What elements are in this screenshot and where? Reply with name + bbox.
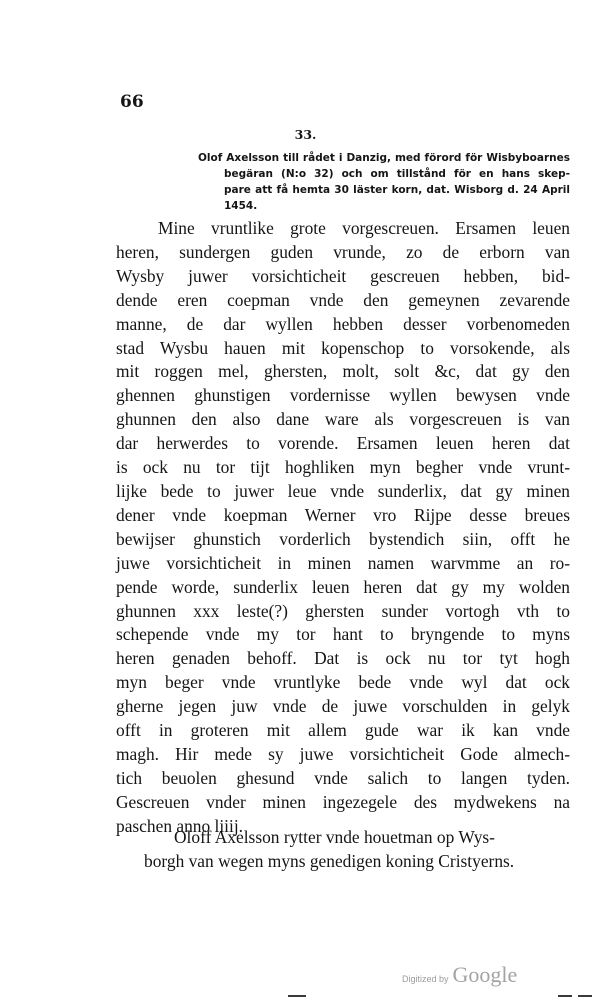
- body-line: gherne jegen juw vnde de juwe vorschulden in gelyk: [116, 696, 570, 717]
- body-line: lijke bede to juwer leue vnde sunderlix, dat gy minen: [116, 480, 570, 501]
- body-line: ghennen ghunstigen vordernisse wyllen bewysen vnde: [116, 385, 570, 406]
- body-line: tich beuolen ghesund vnde salich to langen tyden.: [116, 767, 570, 788]
- header-note-line: 1454.: [224, 200, 258, 212]
- body-line: myn beger vnde vruntlyke bede vnde wyl dat ock: [116, 672, 570, 693]
- header-note-line: Olof Axelsson till rådet i Danzig, med förord för Wisbyboarnes: [198, 152, 570, 164]
- signature: [116, 826, 570, 874]
- body-line: stad Wysbu hauen mit kopenschop to vorsokende, als: [116, 337, 570, 358]
- body-line: ghunnen xxx leste(?) ghersten sunder vortogh vth to: [116, 600, 570, 621]
- body-line: dar herwerdes to vorende. Ersamen leuen heren dat: [116, 433, 570, 454]
- signature-line: borgh van wegen myns genedigen koning Cristyerns.: [144, 850, 515, 871]
- body-line: Gescreuen vnder minen ingezegele des mydwekens na: [116, 791, 570, 812]
- google-logo: Google: [452, 962, 518, 987]
- body-line: schepende vnde my tor hant to bryngende to myns: [116, 624, 570, 645]
- body-line: magh. Hir mede sy juwe vorsichticheit Gode almech-: [116, 743, 570, 764]
- header-note-line: pare att få hemta 30 läster korn, dat. Wisborg d. 24 April: [224, 184, 570, 196]
- body-line: heren genaden behoff. Dat is ock nu tor tyt hogh: [116, 648, 570, 669]
- body-line: dende eren coepman vnde den gemeynen zevarende: [116, 289, 570, 310]
- body-line: mit roggen mel, ghersten, molt, solt &c, dat gy den: [116, 361, 570, 382]
- watermark-prefix: Digitized by: [402, 974, 449, 984]
- signature-line: Oloff Axelsson rytter vnde houetman op Wys-: [174, 827, 495, 847]
- body-line: bewijser ghunstich vorderlich bystendich siin, offt he: [116, 528, 570, 549]
- scan-mark: [558, 995, 572, 997]
- body-line: offt in groteren mit allem gude war ik kan vnde: [116, 720, 570, 741]
- body-line: pende worde, sunderlix leuen heren dat gy my wolden: [116, 576, 570, 597]
- page-number: 66: [120, 92, 144, 112]
- document-number: 33.: [294, 127, 317, 142]
- header-note-line: begäran (N:o 32) och om tillstånd för en hans skep-: [224, 168, 570, 180]
- scan-mark: [288, 995, 306, 997]
- body-line: dener vnde koepman Werner vro Rijpe desse breues: [116, 504, 570, 525]
- body-line: Wysby juwer vorsichticheit gescreuen hebben, bid-: [116, 265, 570, 286]
- body-line: is ock nu tor tijt hoghliken myn begher vnde vrunt-: [116, 457, 570, 478]
- body-line: paschen anno liiij.: [116, 815, 244, 836]
- body-line: heren, sundergen guden vrunde, zo de erborn van: [116, 241, 570, 262]
- digitized-by-google-watermark: [402, 962, 517, 988]
- scan-mark: [578, 995, 592, 997]
- body-line: ghunnen den also dane ware als vorgescreuen is van: [116, 409, 570, 430]
- body-line: manne, de dar wyllen hebben desser vorbenomeden: [116, 313, 570, 334]
- body-line: juwe vorsichticheit in minen namen warvmme an ro-: [116, 552, 570, 573]
- body-line: Mine vruntlike grote vorgescreuen. Ersamen leuen: [158, 218, 570, 238]
- header-note: [198, 150, 570, 214]
- letter-body: [116, 217, 570, 839]
